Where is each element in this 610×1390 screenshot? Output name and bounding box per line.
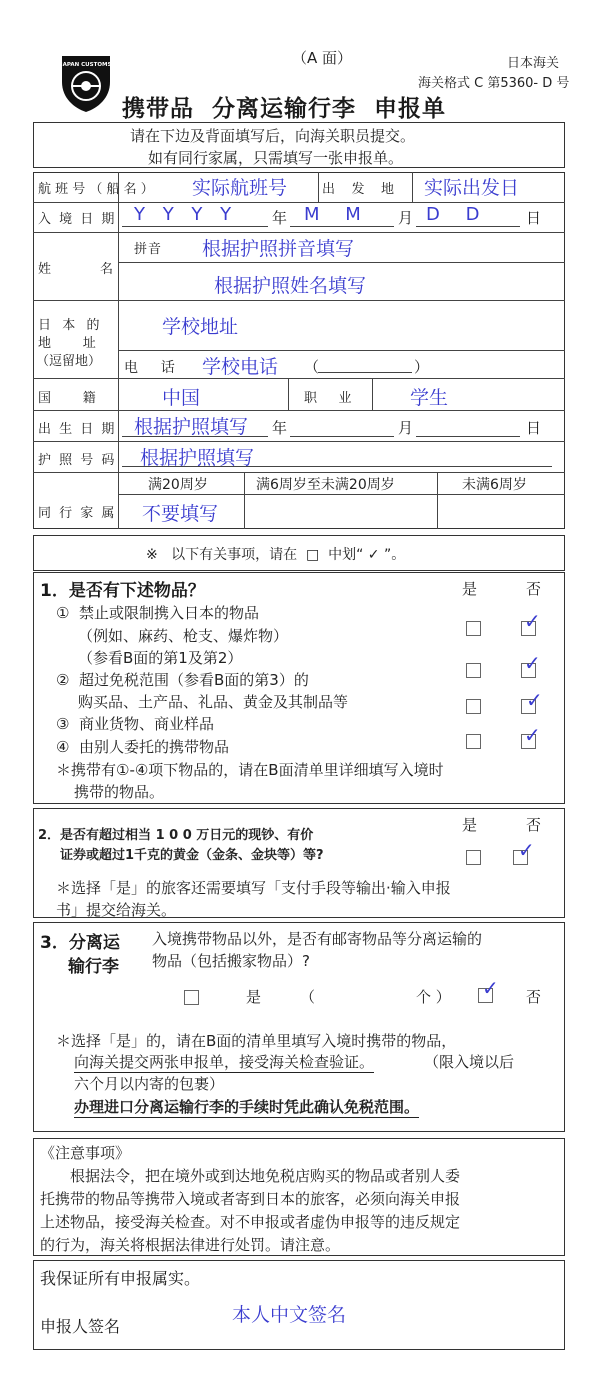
check-mark-icon: ✓	[526, 688, 543, 712]
origin-input[interactable]: 实际出发日	[424, 177, 520, 199]
flight-label: 航 班 号 （ 船 名 ）	[38, 182, 154, 197]
signature-input[interactable]: 本人中文签名	[232, 1304, 347, 1326]
family-col-adult: 满20周岁	[148, 477, 208, 493]
q2-question-line-1: 2．是否有超过相当 1 0 0 万日元的现钞、有价	[38, 828, 314, 843]
q1-item1-yes-checkbox[interactable]	[466, 621, 481, 636]
birth-month-unit: 月	[398, 419, 414, 437]
q2-yes-checkbox[interactable]	[466, 850, 481, 865]
entry-month-unit: 月	[398, 209, 414, 227]
birth-date-input[interactable]: 根据护照填写	[134, 416, 249, 438]
address-input[interactable]: 学校地址	[162, 316, 239, 338]
entry-month-input[interactable]: M M	[304, 204, 371, 225]
q1-item-3: ③ 商业货物、商业样品	[56, 715, 214, 733]
q3-note-4: 办理进口分离运输行李的手续时凭此确认免税范围。	[74, 1098, 420, 1116]
svg-text:JAPAN CUSTOMS: JAPAN CUSTOMS	[60, 62, 112, 68]
family-col-child: 未满6周岁	[462, 477, 527, 493]
check-note: ※ 以下有关事项，请在 □ 中划“ ✓ ”。	[146, 547, 406, 563]
birth-date-label: 出 生 日 期	[38, 422, 117, 437]
q3-note-2b: （限入境以后	[424, 1053, 515, 1071]
entry-year-input[interactable]: Y Y Y Y	[134, 204, 238, 225]
q1-item-4: ④ 由别人委托的携带物品	[56, 738, 229, 756]
instruction-line-1: 请在下边及背面填写后，向海关职员提交。	[130, 127, 416, 145]
q1-note-2: 携带的物品。	[74, 783, 165, 801]
name-input[interactable]: 根据护照姓名填写	[214, 275, 367, 297]
nationality-input[interactable]: 中国	[162, 387, 201, 409]
phone-paren-close: ）	[414, 358, 430, 376]
customs-logo	[58, 52, 114, 114]
origin-label: 出 发 地	[322, 182, 395, 197]
phone-label: 电 话	[124, 360, 176, 376]
caution-line-2: 托携带的物品等携带入境或者寄到日本的旅客，必须向海关申报	[40, 1190, 461, 1208]
form-number: 海关格式 C 第5360- D 号	[418, 76, 570, 91]
q1-item4-yes-checkbox[interactable]	[466, 734, 481, 749]
passport-label: 护 照 号 码	[38, 453, 117, 468]
passport-input[interactable]: 根据护照填写	[140, 447, 255, 469]
q3-title-line-1: 3．分离运	[40, 933, 120, 953]
phone-input[interactable]: 学校电话	[202, 356, 279, 378]
address-label-1: 日 本 的	[38, 318, 101, 333]
q2-note-1: ＊选择「是」的旅客还需要填写「支付手段等输出·输入申报	[56, 879, 451, 897]
q3-question-line-2: 物品（包括搬家物品）?	[152, 952, 310, 970]
q1-note-1: ＊携带有①-④项下物品的，请在B面清单里详细填写入境时	[56, 761, 444, 779]
q3-title-line-2: 输行李	[68, 957, 119, 977]
check-mark-icon: ✓	[524, 651, 541, 675]
q1-title: 1．是否有下述物品？	[40, 581, 205, 601]
caution-line-4: 的行为，海关将根据法律进行处罚。请注意。	[40, 1236, 341, 1254]
entry-date-label: 入 境 日 期	[38, 212, 117, 227]
name-label-1: 姓	[38, 262, 53, 277]
occupation-input[interactable]: 学生	[410, 387, 449, 409]
page-title: 携带品 分离运输行李 申报单	[122, 96, 447, 122]
q1-item3-yes-checkbox[interactable]	[466, 699, 481, 714]
caution-title: 《注意事项》	[40, 1144, 131, 1162]
family-input[interactable]: 不要填写	[142, 503, 219, 525]
birth-year-unit: 年	[272, 419, 288, 437]
org-name: 日本海关	[507, 56, 560, 71]
address-label-3: （逗留地）	[36, 354, 102, 369]
q3-note-2: 向海关提交两张申报单，接受海关检查验证。	[74, 1053, 375, 1071]
address-label-2: 地 址	[38, 336, 97, 351]
q1-item-2-sub: 购买品、土产品、礼品、黄金及其制品等	[78, 693, 349, 711]
q3-yes-checkbox[interactable]	[184, 990, 199, 1005]
q3-count-unit: 个 ）	[416, 988, 451, 1006]
entry-day-unit: 日	[526, 209, 542, 227]
q2-question-line-2: 证券或超过1千克的黄金（金条、金块等）等?	[60, 848, 324, 863]
q1-item2-yes-checkbox[interactable]	[466, 663, 481, 678]
check-mark-icon: ✓	[482, 976, 499, 1000]
signature-label: 申报人签名	[40, 1317, 121, 1336]
caution-line-1: 根据法令，把在境外或到达地免税店购买的物品或者别人委	[70, 1167, 461, 1185]
family-col-teen: 满6周岁至未满20周岁	[256, 477, 395, 493]
q1-item-2: ② 超过免税范围（参看B面的第3）的	[56, 671, 309, 689]
birth-day-unit: 日	[526, 419, 542, 437]
name-label-2: 名	[100, 262, 115, 277]
pinyin-input[interactable]: 根据护照拼音填写	[202, 238, 355, 260]
nationality-label: 国 籍	[38, 391, 97, 406]
instruction-line-2: 如有同行家属，只需填写一张申报单。	[148, 149, 404, 167]
caution-line-3: 上述物品，接受海关检查。对不申报或者虚伪申报等的违反规定	[40, 1213, 461, 1231]
q3-question-line-1: 入境携带物品以外，是否有邮寄物品等分离运输的	[152, 930, 483, 948]
q3-no-label: 否	[526, 988, 542, 1006]
entry-day-input[interactable]: D D	[426, 204, 490, 225]
occupation-label: 职 业	[304, 391, 353, 406]
guarantee-statement: 我保证所有申报属实。	[40, 1269, 201, 1288]
flight-input[interactable]: 实际航班号	[192, 177, 288, 199]
q2-no-header: 否	[526, 816, 542, 834]
q3-count-paren: （	[300, 988, 316, 1006]
q3-yes-label: 是	[246, 988, 262, 1006]
family-label: 同 行 家 属	[38, 506, 117, 521]
q2-yes-header: 是	[462, 816, 478, 834]
q1-item-1-sub1: （例如、麻药、枪支、爆炸物）	[78, 627, 289, 645]
phone-paren-open: （	[304, 358, 320, 376]
entry-year-unit: 年	[272, 209, 288, 227]
check-mark-icon: ✓	[524, 723, 541, 747]
check-mark-icon: ✓	[524, 609, 541, 633]
side-label: （A 面）	[292, 49, 353, 67]
check-mark-icon: ✓	[518, 838, 535, 862]
q1-yes-header: 是	[462, 580, 478, 598]
q1-no-header: 否	[526, 580, 542, 598]
pinyin-label: 拼音	[134, 242, 163, 257]
q2-note-2: 书」提交给海关。	[56, 901, 177, 919]
q3-note-1: ＊选择「是」的，请在B面的清单里填写入境时携带的物品，	[56, 1032, 457, 1050]
q1-item-1: ① 禁止或限制携入日本的物品	[56, 604, 259, 622]
q3-note-3: 六个月以内寄的包裹）	[74, 1075, 225, 1093]
q1-item-1-sub2: （参看B面的第1及第2）	[78, 649, 243, 667]
